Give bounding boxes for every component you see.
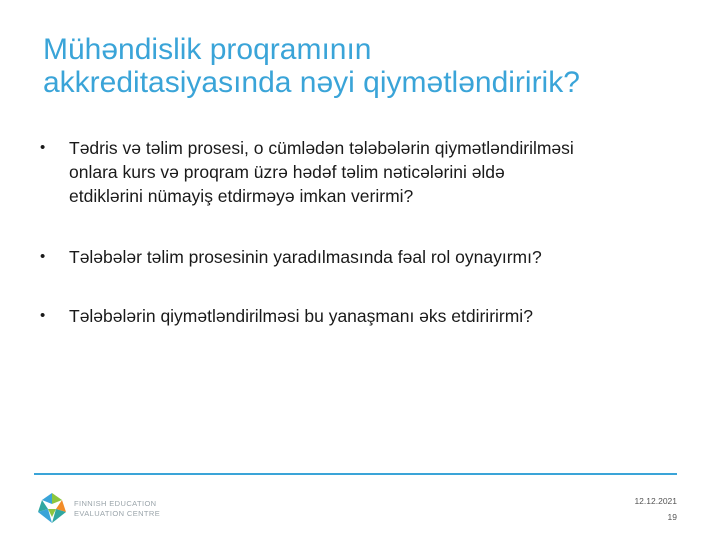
slide-title-line-1: Mühəndislik proqramının [43, 33, 372, 66]
bullet-list [40, 136, 690, 328]
finnish-education-evaluation-centre-logo-icon [35, 491, 69, 525]
slide-date: 12.12.2021 [634, 496, 677, 506]
bullet-text-line: Tələbələrin qiymətləndirilməsi bu yanaşmanı əks etdiririrmi? [69, 306, 533, 326]
bullet-text-line: Tələbələr təlim prosesinin yaradılmasında fəal rol oynayırmı? [69, 247, 542, 267]
logo-wordmark [74, 499, 160, 519]
bullet-text-line: onlara kurs və proqram üzrə hədəf təlim nəticələrini əldə [69, 162, 505, 182]
bullet-dot: • [40, 139, 46, 156]
footer-divider [34, 473, 677, 475]
logo-line-2: EVALUATION CENTRE [74, 509, 161, 518]
bullet-text-line: Tədris və təlim prosesi, o cümlədən tələbələrin qiymətləndirilməsi [69, 138, 574, 158]
bullet-item [40, 245, 690, 269]
bullet-item [40, 304, 690, 328]
logo-line-1: FINNISH EDUCATION [74, 499, 157, 508]
slide-title-line-2: akkreditasiyasında nəyi qiymətləndiririk? [43, 66, 580, 99]
slide-title [43, 33, 713, 99]
bullet-dot: • [40, 307, 46, 324]
bullet-dot: • [40, 248, 46, 265]
footer-logo [35, 491, 175, 527]
bullet-item [40, 136, 690, 208]
bullet-text-line: etdiklərini nümayiş etdirməyə imkan verirmi? [69, 186, 414, 206]
page-number: 19 [667, 512, 677, 522]
